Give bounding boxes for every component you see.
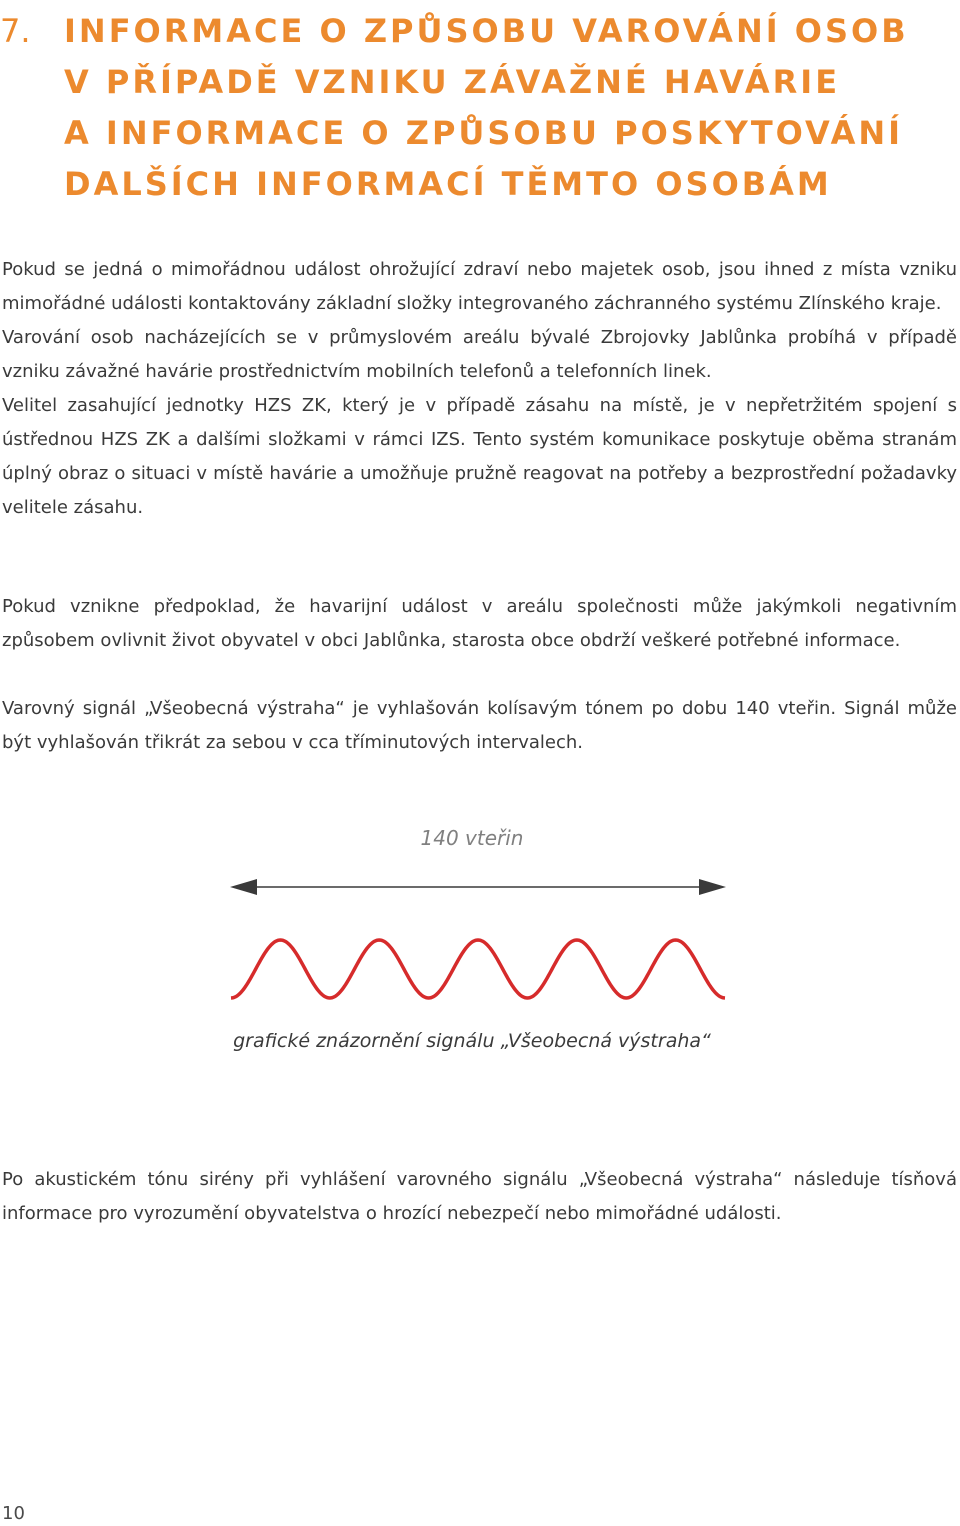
paragraph-siren-info: Po akustickém tónu sirény při vyhlášení varovného signálu „Všeobecná výstraha“ následuje tísňová informace pro vyrozumění obyvatelstva o hrozící nebezpečí nebo mimořádné události.	[2, 1169, 957, 1224]
paragraph-commander: Velitel zasahující jednotky HZS ZK, který je v případě zásahu na místě, je v nepřetržitém spojení s ústřednou HZS ZK a dalšími složkami v rámci IZS. Tento systém komunikace poskytuje oběma stranám úplný obraz o situaci v místě havárie a umožňuje pružně reagovat na potřeby a bezprostřední požadavky velitele zásahu.	[2, 395, 957, 518]
signal-diagram	[225, 870, 731, 1010]
heading-line-4: DALŠÍCH INFORMACÍ TĚMTO OSOBÁM	[64, 165, 832, 203]
paragraph-mayor-info: Pokud vznikne předpoklad, že havarijní událost v areálu společnosti může jakýmkoli negativním způsobem ovlivnit život obyvatel v obci Jablůnka, starosta obce obdrží veškeré potřebné informace.	[2, 596, 957, 651]
heading-line-1	[0, 6, 960, 57]
paragraph-warning-signal: Varovný signál „Všeobecná výstraha“ je vyhlašován kolísavým tónem po dobu 140 vteřin. Signál může být vyhlašován třikrát za sebou v cca tříminutových intervalech.	[2, 698, 957, 753]
paragraph-group-4	[2, 1163, 957, 1231]
duration-arrow	[230, 879, 726, 895]
heading-line-3: A INFORMACE O ZPŮSOBU POSKYTOVÁNÍ	[64, 114, 904, 152]
page-number: 10	[2, 1503, 25, 1524]
figure-caption: grafické znázornění signálu „Všeobecná výstraha“	[233, 1030, 711, 1052]
duration-arrow-left-head	[230, 879, 257, 895]
duration-arrow-right-head	[699, 879, 726, 895]
heading-line-2: V PŘÍPADĚ VZNIKU ZÁVAŽNÉ HAVÁRIE	[64, 63, 841, 101]
paragraph-warning-method: Varování osob nacházejících se v průmyslovém areálu bývalé Zbrojovky Jablůnka probíhá v případě vzniku závažné havárie prostřednictvím mobilních telefonů a telefonních linek.	[2, 327, 957, 382]
section-heading	[0, 6, 960, 210]
paragraph-group-2	[2, 590, 957, 658]
paragraph-group-3	[2, 692, 957, 760]
heading-text-1: INFORMACE O ZPŮSOBU VAROVÁNÍ OSOB	[64, 12, 909, 50]
paragraph-group-1	[2, 253, 957, 525]
signal-duration-label: 140 vteřin	[420, 826, 524, 850]
section-number: 7.	[0, 12, 31, 50]
paragraph-emergency-contact: Pokud se jedná o mimořádnou událost ohrožující zdraví nebo majetek osob, jsou ihned z místa vzniku mimořádné události kontaktovány základní složky integrovaného záchranného systému Zlínského kraje.	[2, 259, 957, 314]
signal-wave	[231, 940, 725, 998]
